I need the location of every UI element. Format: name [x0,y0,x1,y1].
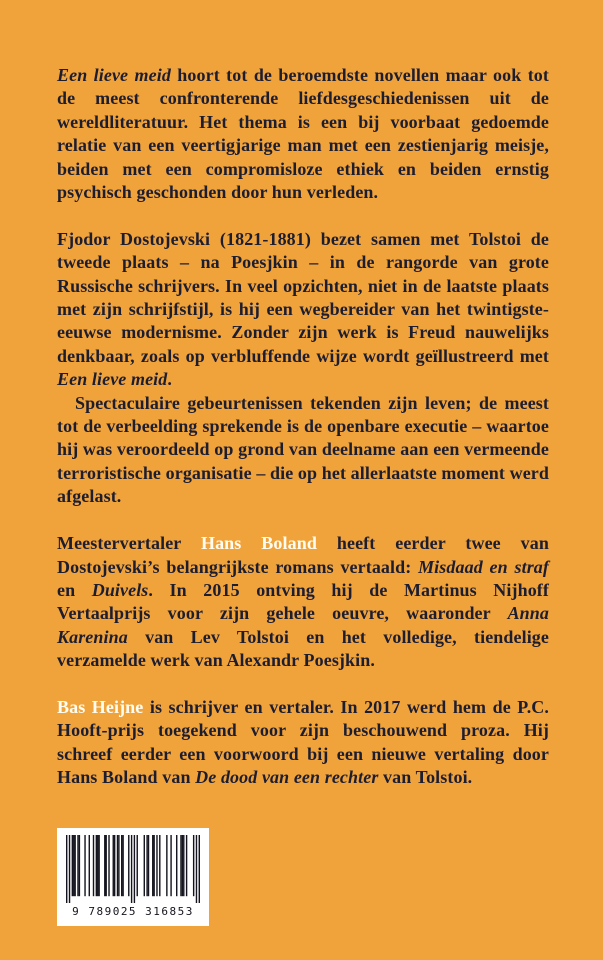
author-life-paragraph [57,392,549,509]
text-run: Meestervertaler [57,533,201,554]
foreword-author-paragraph [57,696,549,790]
text-run: hoort tot de beroemdste novellen maar ook tot de meest confronterende liefdesgeschiedenissen uit de wereldliteratuur. Het thema is een bij voorbaat gedoemde relatie van een veertigjarige man met een zestienjarig meisje, beiden met een compromisloze ethiek en beiden ernstig psychisch geschonden door hun verleden. [57,65,549,203]
italic-title: Misdaad en straf [418,556,549,577]
barcode-bars-icon [66,835,200,903]
italic-title: Een lieve meid [57,65,171,85]
highlighted-name: Bas Heijne [57,696,144,717]
barcode [57,828,209,926]
text-run: van Tolstoi. [378,767,473,788]
synopsis-paragraph [57,64,549,204]
text-run: . [167,369,172,390]
author-bio-paragraph [57,228,549,392]
italic-title: Een lieve meid [57,369,168,390]
text-run: is schrijver en vertaler. In 2017 werd hem de P.C. Hooft-prijs toegekend voor zijn beschouwend proza. Hij schreef eerder een voorwoord bij een nieuwe vertaling door Hans Boland van [57,696,549,788]
text-run: van Lev Tolstoi en het volledige, tiendelige verzamelde werk van Alexandr Poesjkin. [57,626,549,671]
highlighted-name: Hans Boland [200,533,317,554]
text-run: en [57,579,92,600]
text-run: Spectaculaire gebeurtenissen tekenden zijn leven; de meest tot de verbeelding sprekende is de openbare executie – waartoe hij was veroordeeld op grond van deelname aan een vermeende terroristische organisatie – die op het allerlaatste moment werd afgelast. [57,392,549,507]
text-run: heeft eerder twee van Dostojevski’s belangrijkste romans vertaald: [57,533,549,577]
italic-title: De dood van een rechter [195,767,379,788]
italic-title: Duivels [91,579,149,600]
blurb-text-block [57,64,549,813]
text-run: Fjodor Dostojevski (1821-1881) bezet samen met Tolstoi de tweede plaats – na Poesjkin – in de rangorde van grote Russische schrijvers. In veel opzichten, niet in de laatste plaats met zijn schrijfstijl, is hij een wegbereider van het twintigste-eeuwse modernisme. Zonder zijn werk is Freud nauwelijks denkbaar, zoals op verbluffende wijze wordt geïllustreerd met [57,228,549,366]
italic-title: Anna Karenina [57,603,549,647]
text-run: . In 2015 ontving hij de Martinus Nijhoff Vertaalprijs voor zijn gehele oeuvre, waaronder [57,579,549,624]
translator-paragraph [57,532,549,672]
barcode-number: 9 789025 316853 [72,905,194,918]
